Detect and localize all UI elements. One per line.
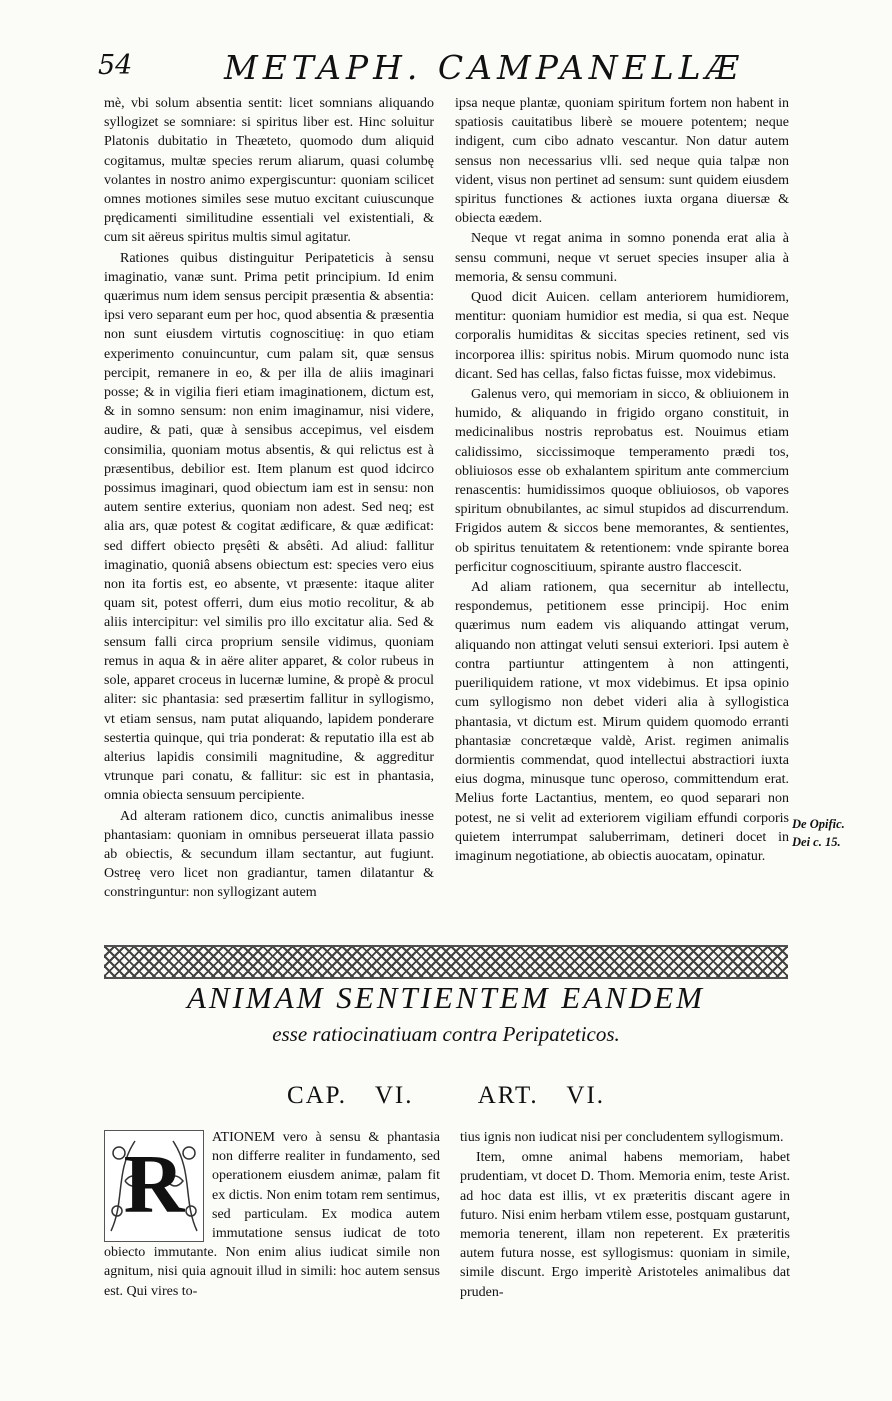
paragraph: ATIONEM vero à sensu & phantasia non differre realiter in fundamento, sed operationem eiusdem animæ, palam fit ex dictis. Non enim totam rem sentimus, sed particulam. Ex modica autem immutatione sensus iudicat de toto obiecto immutante. Non enim alius iudicat simile non agnitum, nisi quia agnouit illud in simili: hoc autem sensus est. Qui vires to-: [104, 1130, 440, 1299]
paragraph: ipsa neque plantæ, quoniam spiritum fortem non habent in spatiosis cauitatibus liberè se mouere potentem; neque indigent, cum cibo adnato vescantur. Non datur autem sensus non necessarius vlli. sed neque quia talpæ non vident, visus non pertinet ad sensum: sunt quidem eiusdem spiritus functiones & actiones iuxta organa diuersæ & obiecta eædem.: [455, 96, 789, 227]
paragraph: Galenus vero, qui memoriam in sicco, & obliuionem in humido, & aliquando in frigido organo constituit, in medicinalibus nostris reprobatus est. Nouimus etiam calidissimo, siccissimoque temperamento prædi tos, obliuiosos esse ob exhalantem spiritum ante commercium renascentis: humidissimos quoque obliuiosos, ob vapores spiritum obnubilantes, ac simul stupidos ad discurrendum. Frigidos autem & siccos bene memorantes, & sentientes, ob spiritus tenuitatem & retentionem: vnde spirante borea perficitur cognoscitiuum, spirante austro flaccescit.: [455, 387, 789, 575]
drop-cap: [104, 1130, 204, 1242]
section-title-line2: esse ratiocinatiuam contra Peripateticos.: [272, 1022, 620, 1046]
paragraph: tius ignis non iudicat nisi per concludentem syllogismum.: [460, 1130, 784, 1145]
left-column-top: [104, 94, 434, 904]
ornamental-divider: [104, 945, 788, 979]
paragraph: Rationes quibus distinguitur Peripateticis à sensu imaginatio, vanæ sunt. Prima petit principium. Id enim quærimus num idem sensus percipit præsentia & absentia: ipsi vero separant eum per hoc, quod absentia & præsentia non sunt eiusdem virtutis cognoscitiuę: in quo etiam experimento conuincuntur, cum palam sit, quæ sensus percipit, remanere in eo, & per illa de aliis imaginari posse; & in vigilia fieri etiam imaginationem, dictum est, & in somno sensum: non enim imaginamur, nisi videre, audire, & pati, quæ à sensibus accepimus, vel eisdem consimilia, quoniam motus absentis, & qui relictus est à præsentibus, debilior est. Item planum est quod idcirco possimus imaginari, quod obiectum iam est in sensu: non autem sentire exterius, quoniam non adest. Sed neq; est alia ars, quæ potest & cogitat ædificare, & quæ ædificat: sed differt obiecto pręsêti & absêti. Ad aliud: fallitur imaginatio, quoniâ absens obiectum est: species vero eius non ita fortis est, eo absente, vt præsente: itaque aliter quam sit, potest offerri, dum eius motio recolitur, & ab aliis intercipitur: vel similis pro illo excitatur alia. Sed & sensum falli circa proprium sensile vidimus, quoniam remus in aqua & in aëre aliter apparet, & color rubeus in sole, apparet croceus in lucernæ lumine, & propè & procul aliter: sic phantasia: sed præsertim fallitur in syllogismo, vt etiam sensus, nam putat aliquando, lapidem ponderare sestertia quinque, qui tria ponderat: & reputatio illa est ab alterius lapidis consimili magnitudine, & aggreditur vtrunque pari conatu, & fallitur: sic est in phantasia, omnia obiecta sensuum percipiente.: [104, 250, 434, 804]
left-column-bottom: [104, 1128, 440, 1302]
section-title-line1: ANIMAM SENTIENTEM EANDEM: [186, 980, 705, 1015]
paragraph: Ad alteram rationem dico, cunctis animalibus inesse phantasiam: quoniam in omnibus perseuerat illata passio ab obiectis, & secundum illam sectantur, aut fugiunt. Ostreę vero licet non gradiantur, tamen dilatantur & constringuntur: non syllogizant autem: [104, 808, 434, 901]
paragraph: Ad aliam rationem, qua secernitur ab intellectu, respondemus, petitionem esse principij. Hoc enim quærimus num eadem vis aliquando attingat verum, aliquando non attingat veluti sensui exteriori. Ipsi autem è contra partiuntur attingentem à non attingenti, pueriliquidem ratione, vt mox videbimus. Et ipsa opinio cum syllogismo non debet videri alia à syllogistica phantasia, vt dictum est. Mirum quidem quomodo erranti phantasiæ concretæque valdè, Arist. regimen animalis dormientis commendat, quod intellectui abstractiori iuxta eius dogma, minusque tunc operoso, committendum erat. Melius forte Lactantius, mentem, eo quod separari non potest, ne si velit ad exteriorem vigiliam effundi corporis quietem interrumpat saluberrimam, detineri docet in imaginum negotiatione, ab obiectis auocatam, opinatur.: [455, 580, 789, 864]
chapter-heading: [104, 1082, 788, 1110]
paragraph: Quod dicit Auicen. cellam anteriorem humidiorem, mentitur: quoniam humidior est media, si qua est. Neque corporalis humiditas & siccitas species retinent, sed vis incorporea illis: spiritus nobis. Mirum quomodo nunc ista dicant. Sed has cellas, falso fictas fuisse, mox videbimus.: [455, 290, 789, 382]
paragraph: mè, vbi solum absentia sentit: licet somnians aliquando syllogizet se somniare: si spiritus liber est. Hinc soluitur Platonis dubitatio in Theæteto, quomodo dum aliquid cogitamus, multæ species rerum aliarum, quasi columbę volantes in nostro animo expergiscuntur: quoniam scilicet omnes motiones similes sese mutuo excitant cuiuscunque prędicamenti similitudine essentiali vel existentiali, & cum sit aëreus spiritus multis simul agitatur.: [104, 96, 434, 246]
page-number: 54: [98, 50, 133, 81]
right-column-bottom: [460, 1128, 790, 1303]
margin-note: De Opific. Dei c. 15.: [792, 817, 845, 849]
running-title: METAPH. CAMPANELLÆ: [224, 48, 744, 87]
drop-cap-letter: R: [123, 1138, 185, 1231]
paragraph: Item, omne animal habens memoriam, habet prudentiam, vt docet D. Thom. Memoria enim, teste Arist. ad hoc data est illis, vt ex præteritis discant agere in futuro. Nisi enim herbam vtilem esse, postquam gustarunt, memoria tenerent, illam non repeterent. Ex præteritis autem futura nosse, est syllogismus: quoniam in simile, simile discunt. Ergo imperitè Aristoteles animalibus dat pruden-: [460, 1150, 790, 1300]
paragraph: Neque vt regat anima in somno ponenda erat alia à sensu communi, neque vt seruet species insuper alia à memoria, & sensu communi.: [455, 231, 789, 285]
chapter-number: CAP. VI.: [286, 1082, 414, 1109]
article-number: ART. VI.: [477, 1082, 606, 1109]
section-title: [104, 980, 788, 1047]
running-head: [98, 46, 798, 92]
right-column-top: [455, 94, 789, 867]
